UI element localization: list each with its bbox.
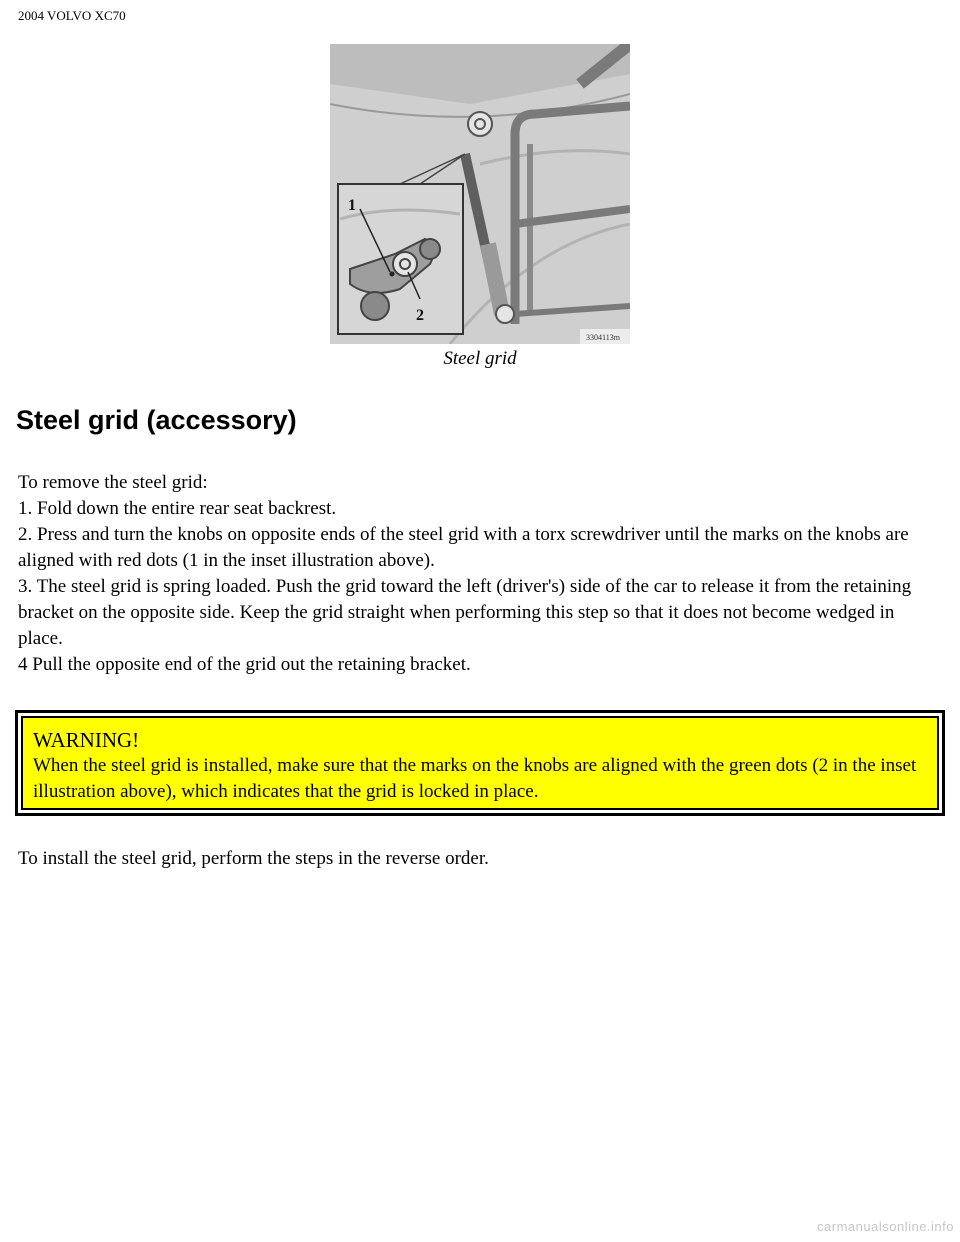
warning-panel — [21, 716, 939, 810]
install-note: To install the steel grid, perform the steps in the reverse order. — [18, 848, 489, 869]
procedure-intro: To remove the steel grid: — [18, 472, 208, 493]
warning-text: When the steel grid is installed, make sure that the marks on the knobs are aligned with the green dots (2 in the inset illustration above), which indicates that the grid is locked in place. — [33, 755, 917, 802]
running-header: 2004 VOLVO XC70 — [18, 8, 126, 23]
procedure-step-1: 1. Fold down the entire rear seat backrest. — [18, 498, 337, 519]
inset-label-2: 2 — [416, 307, 424, 324]
procedure-step-4: 4 Pull the opposite end of the grid out the retaining bracket. — [18, 654, 471, 675]
steel-grid-illustration — [330, 44, 630, 344]
figure-caption: Steel grid — [443, 348, 517, 369]
figure-code: 3304113m — [586, 333, 620, 342]
procedure-step-3: 3. The steel grid is spring loaded. Push the grid toward the left (driver's) side of the car to release it from the retaining bracket on the opposite side. Keep the grid straight when performing this step so that it does not become wedged in place. — [18, 576, 912, 649]
removal-procedure — [18, 470, 943, 678]
section-heading: Steel grid (accessory) — [16, 405, 297, 435]
steel-grid-drawing — [330, 44, 630, 344]
footer-watermark: carmanualsonline.info — [817, 1219, 954, 1234]
inset-label-1: 1 — [348, 197, 356, 214]
warning-box — [15, 710, 945, 816]
procedure-step-2: 2. Press and turn the knobs on opposite ends of the steel grid with a torx screwdriver until the marks on the knobs are aligned with red dots (1 in the inset illustration above). — [18, 524, 909, 571]
warning-title: WARNING! — [33, 728, 140, 752]
